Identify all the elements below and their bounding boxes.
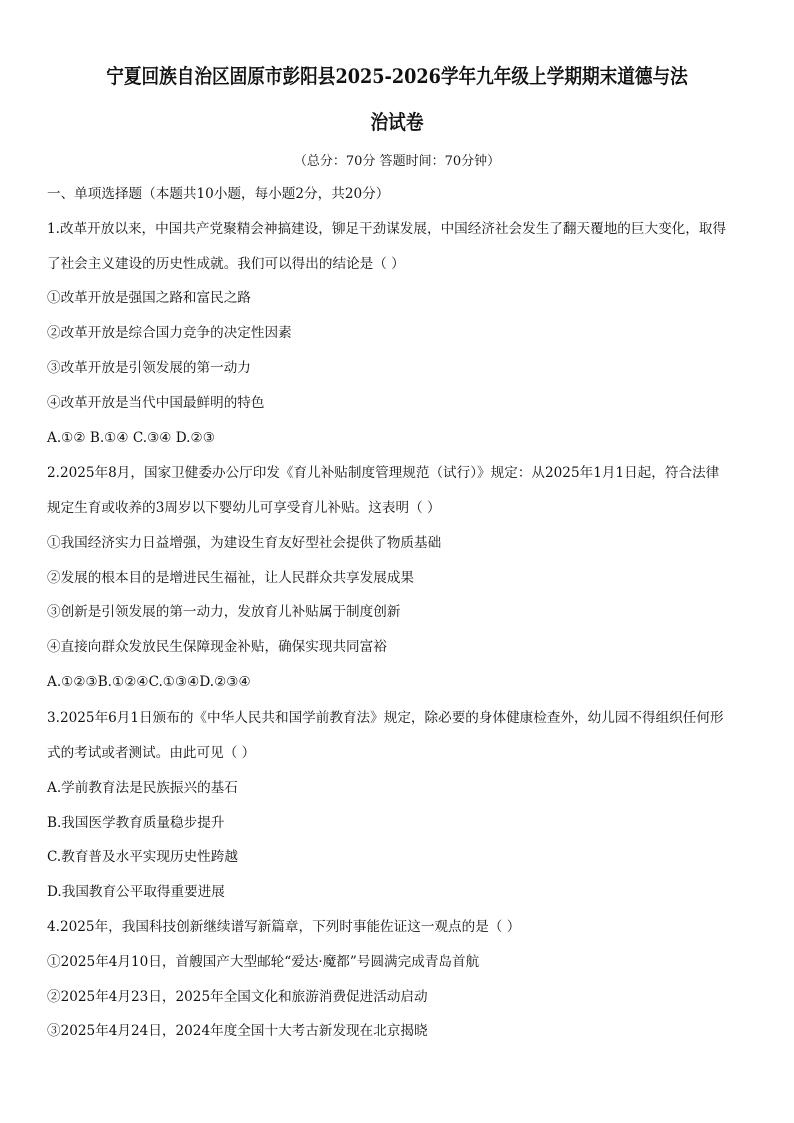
question-4-item-1: ①2025年4月10日，首艘国产大型邮轮“爱达·魔都”号圆满完成青岛首航 [47, 954, 480, 970]
question-2-item-2: ②发展的根本目的是增进民生福祉，让人民群众共享发展成果 [47, 570, 415, 586]
question-1-options: A.①② B.①④ C.③④ D.②③ [47, 430, 215, 446]
question-2-stem-line-1: 2.2025年8月，国家卫健委办公厅印发《育儿补贴制度管理规范（试行）》规定：从2025年1月1日起，符合法律 [47, 465, 720, 481]
question-3-option-b: B.我国医学教育质量稳步提升 [47, 815, 225, 831]
question-2-stem-line-2: 规定生育或收养的3周岁以下婴幼儿可享受育儿补贴。这表明（ ） [47, 500, 441, 516]
question-3-stem-line-2: 式的考试或者测试。由此可见（ ） [47, 745, 256, 761]
question-4-stem: 4.2025年，我国科技创新继续谱写新篇章，下列时事能佐证这一观点的是（ ） [47, 919, 521, 935]
question-3-option-d: D.我国教育公平取得重要进展 [47, 884, 225, 900]
question-4-item-3: ③2025年4月24日，2024年度全国十大考古新发现在北京揭晓 [47, 1023, 428, 1039]
exam-meta: （总分：70分 答题时间：70分钟） [293, 154, 501, 169]
exam-title-line-1: 宁夏回族自治区固原市彭阳县2025-2026学年九年级上学期期末道德与法 [106, 64, 688, 88]
exam-title-line-2: 治试卷 [370, 110, 424, 134]
question-1-stem-line-1: 1.改革开放以来，中国共产党聚精会神搞建设，铆足干劲谋发展，中国经济社会发生了翻天覆地的巨大变化，取得 [47, 221, 727, 237]
section-heading: 一、单项选择题（本题共10小题，每小题2分，共20分） [47, 186, 390, 202]
question-3-option-c: C.教育普及水平实现历史性跨越 [47, 849, 238, 865]
question-3-stem-line-1: 3.2025年6月1日颁布的《中华人民共和国学前教育法》规定，除必要的身体健康检查外，幼儿园不得组织任何形 [47, 710, 724, 726]
question-1-item-1: ①改革开放是强国之路和富民之路 [47, 290, 251, 306]
question-2-item-4: ④直接向群众发放民生保障现金补贴，确保实现共同富裕 [47, 639, 387, 655]
question-2-options: A.①②③B.①②④C.①③④D.②③④ [47, 674, 251, 690]
question-1-item-3: ③改革开放是引领发展的第一动力 [47, 360, 251, 376]
question-1-item-4: ④改革开放是当代中国最鲜明的特色 [47, 395, 265, 411]
question-1-stem-line-2: 了社会主义建设的历史性成就。我们可以得出的结论是（ ） [47, 256, 405, 272]
question-2-item-3: ③创新是引领发展的第一动力，发放育儿补贴属于制度创新 [47, 604, 401, 620]
question-1-item-2: ②改革开放是综合国力竞争的决定性因素 [47, 325, 292, 341]
question-4-item-2: ②2025年4月23日，2025年全国文化和旅游消费促进活动启动 [47, 989, 428, 1005]
question-3-option-a: A.学前教育法是民族振兴的基石 [47, 780, 238, 796]
question-2-item-1: ①我国经济实力日益增强，为建设生育友好型社会提供了物质基础 [47, 535, 442, 551]
